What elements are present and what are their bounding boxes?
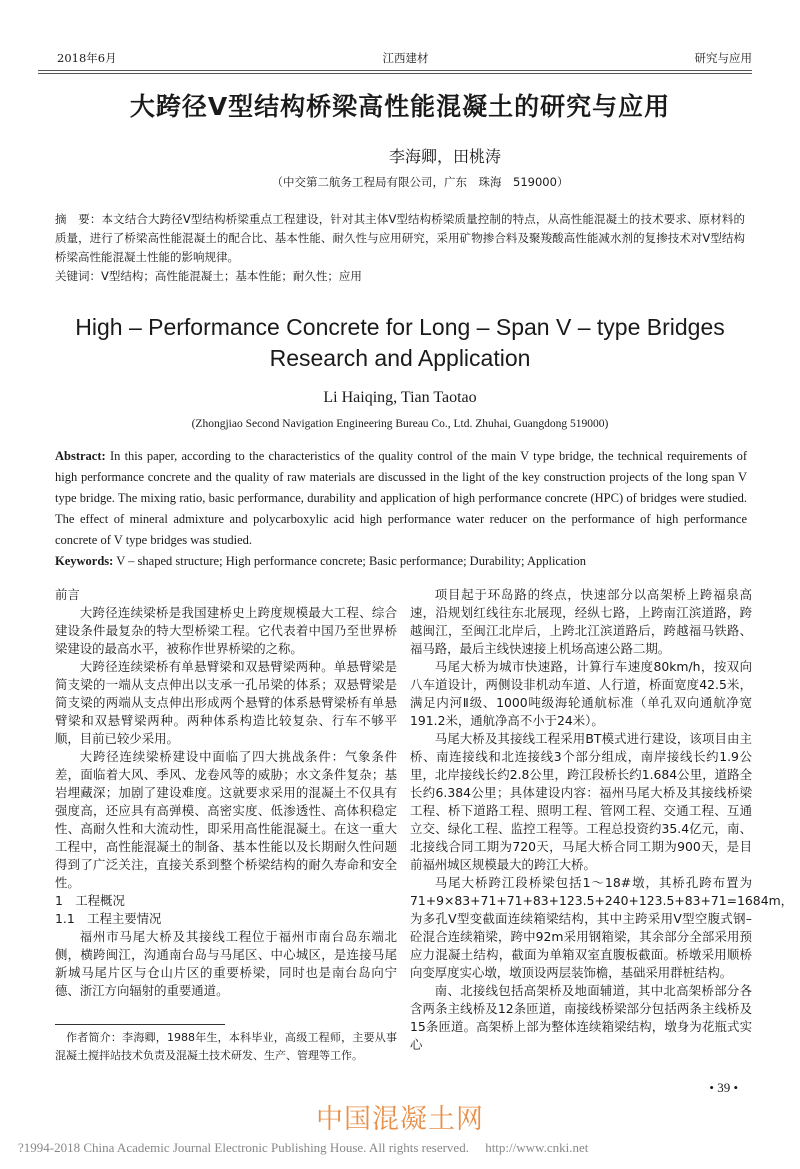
running-header bbox=[0, 0, 800, 66]
header-section: 研究与应用 bbox=[694, 51, 752, 65]
abstract-en bbox=[55, 446, 747, 551]
page-number: • 39 • bbox=[709, 1080, 738, 1095]
paragraph: 马尾大桥及其接线工程采用BT模式进行建设，该项目由主桥、南连接线和北连接线3个部分组成，南岸接线长约1.9公里，北岸接线长约2.8公里，跨江段桥长约1.684公里，道路全长约6.384公里；具体建设内容：福州马尾大桥及其接线桥梁工程、桥下道路工程、照明工程、管网工程、交通工程、互通立交、绿化工程、监控工程等。工程总投资约35.4亿元，南、北接线合同工期为720天，马尾大桥合同工期为900天，是目前福州城区规模最大的跨江大桥。 bbox=[410, 731, 752, 872]
header-journal: 江西建材 bbox=[382, 51, 429, 65]
abstract-zh bbox=[55, 210, 745, 267]
paragraph: 福州市马尾大桥及其接线工程位于福州市南台岛东端北侧，横跨闽江，沟通南台岛与马尾区、中心城区，是连接马尾新城马尾片区与仓山片区的重要桥梁，同时也是南台岛向宁德、浙江方向辐射的重要通道。 bbox=[55, 929, 397, 998]
body-columns bbox=[55, 586, 800, 1065]
left-column bbox=[55, 586, 397, 1065]
paragraph: 马尾大桥跨江段桥梁包括1～18#墩，其桥孔跨布置为71+9×83+71+71+83+123.5+240+123.5+83+71=1684m，为多孔V型变截面连续箱梁结构，其中主跨采用V型空腹式钢–砼混合连续箱梁，跨中92m采用钢箱梁，其余部分全部采用预应力混凝土结构，截面为单箱双室直腹板截面。桥墩采用顺桥向变厚度实心墩，墩顶设两层装饰檐，基础采用群桩结构。 bbox=[410, 875, 794, 980]
header-rule bbox=[38, 70, 752, 74]
paragraph: 南、北接线包括高架桥及地面辅道，其中北高架桥部分各含两条主线桥及12条匝道，南接线桥梁部分包括两条主线桥及15条匝道。高架桥上部为整体连续箱梁结构，墩身为花瓶式实心 bbox=[410, 983, 752, 1052]
affiliation: （中交第二航务工程局有限公司，广东 珠海 519000） bbox=[271, 175, 569, 189]
keywords-zh-text: V型结构；高性能混凝土；基本性能；耐久性；应用 bbox=[101, 269, 362, 283]
paragraph: 大跨径连续梁桥有单悬臂梁和双悬臂梁两种。单悬臂梁是简支梁的一端从支点伸出以支承一孔吊梁的体系；双悬臂梁是简支梁的两端从支点伸出形成两个悬臂的体系悬臂梁桥有单悬臂梁和双悬臂梁两种。两种体系构造比较复杂、行车不够平顺，目前已较少采用。 bbox=[55, 659, 397, 746]
authors: 李海卿，田桃涛 bbox=[388, 147, 501, 166]
keywords-zh-label: 关键词： bbox=[55, 269, 101, 283]
english-title bbox=[0, 312, 800, 374]
keywords-en-text: V – shaped structure; High performance concrete; Basic performance; Durability; Application bbox=[116, 554, 586, 568]
keywords-zh bbox=[55, 267, 745, 286]
paper-title: 大跨径V型结构桥梁高性能混凝土的研究与应用 bbox=[129, 92, 671, 121]
abstract-en-label: Abstract: bbox=[55, 449, 106, 463]
section-heading-1-1: 1.1 工程主要情况 bbox=[55, 911, 162, 926]
keywords-en bbox=[55, 551, 745, 572]
paragraph: 马尾大桥为城市快速路，计算行车速度80km/h，按双向八车道设计，两侧设非机动车道、人行道，桥面宽度42.5米，满足内河Ⅱ级、1000吨级海轮通航标准（单孔双向通航净宽191.2米，通航净高不小于24米）。 bbox=[410, 659, 752, 728]
footnote-rule bbox=[55, 1024, 225, 1025]
english-title-line: Research and Application bbox=[269, 345, 531, 371]
english-authors: Li Haiqing, Tian Taotao bbox=[323, 389, 477, 406]
paragraph: 大跨径连续梁桥建设中面临了四大挑战条件：气象条件差，面临着大风、季风、龙卷风等的威胁；水文条件复杂；基岩埋藏深；加剧了建设难度。这就要求采用的混凝土不仅具有强度高，还应具有高弹模、高密实度、低渗透性、高体积稳定性、高耐久性和大流动性，即采用高性能混凝土。在这一重大工程中，高性能混凝土的制备、基本性能以及长期耐久性问题得到了广泛关注，直接关系到整个桥梁结构的耐久寿命和安全性。 bbox=[55, 749, 397, 890]
abstract-zh-label: 摘 要： bbox=[55, 212, 102, 226]
paragraph: 项目起于环岛路的终点，快速部分以高架桥上跨福泉高速，沿规划红线往东北展现，经纵七路，上跨南江滨道路，跨越闽江，至闽江北岸后，上跨北江滨道路后，跨越福马铁路、福马路，最后主线快速接上机场高速公路二期。 bbox=[410, 587, 752, 656]
abstract-zh-text: 本文结合大跨径V型结构桥梁重点工程建设，针对其主体V型结构桥梁质量控制的特点，从高性能混凝土的技术要求、原材料的质量，进行了桥梁高性能混凝土的配合比、基本性能、耐久性与应用研究，采用矿物掺合料及聚羧酸高性能减水剂的复掺技术对V型结构桥梁高性能混凝土性能的影响规律。 bbox=[55, 212, 746, 264]
header-date: 2018年6月 bbox=[57, 51, 117, 65]
right-column bbox=[410, 586, 794, 1065]
section-heading-1: 1 工程概况 bbox=[55, 893, 125, 908]
copyright-line: ?1994-2018 China Academic Journal Electronic Publishing House. All rights reserved. http://www.cnki.net bbox=[18, 1140, 589, 1155]
abstract-en-text: In this paper, according to the characteristics of the quality control of the main V type bridge, the technical requirements of high performance concrete and the quality of raw materials are discussed in the light of the key construction projects of the long span V type bridge. The mixing ratio, basic performance, durability and application of high performance concrete (HPC) of bridges were studied. The effect of mineral admixture and polycarboxylic acid high performance water reducer on the performance of high performance concrete of V type bridges was studied. bbox=[55, 449, 748, 547]
english-affiliation: (Zhongjiao Second Navigation Engineering Bureau Co., Ltd. Zhuhai, Guangdong 519000) bbox=[191, 418, 609, 430]
section-heading-intro: 前言 bbox=[55, 587, 80, 602]
paragraph: 大跨径连续梁桥是我国建桥史上跨度规模最大工程、综合建设条件最复杂的特大型桥梁工程。它代表着中国乃至世界桥梁建设的最高水平，被称作世界桥梁的之称。 bbox=[55, 605, 397, 656]
english-title-line: High – Performance Concrete for Long – Span V – type Bridges bbox=[75, 314, 725, 340]
watermark: 中国混凝土网 bbox=[316, 1104, 484, 1135]
author-footnote: 作者简介：李海卿，1988年生，本科毕业，高级工程师，主要从事混凝土搅拌站技术负责及混凝土技术研发、生产、管理等工作。 bbox=[55, 1031, 397, 1062]
keywords-en-label: Keywords: bbox=[55, 554, 114, 568]
